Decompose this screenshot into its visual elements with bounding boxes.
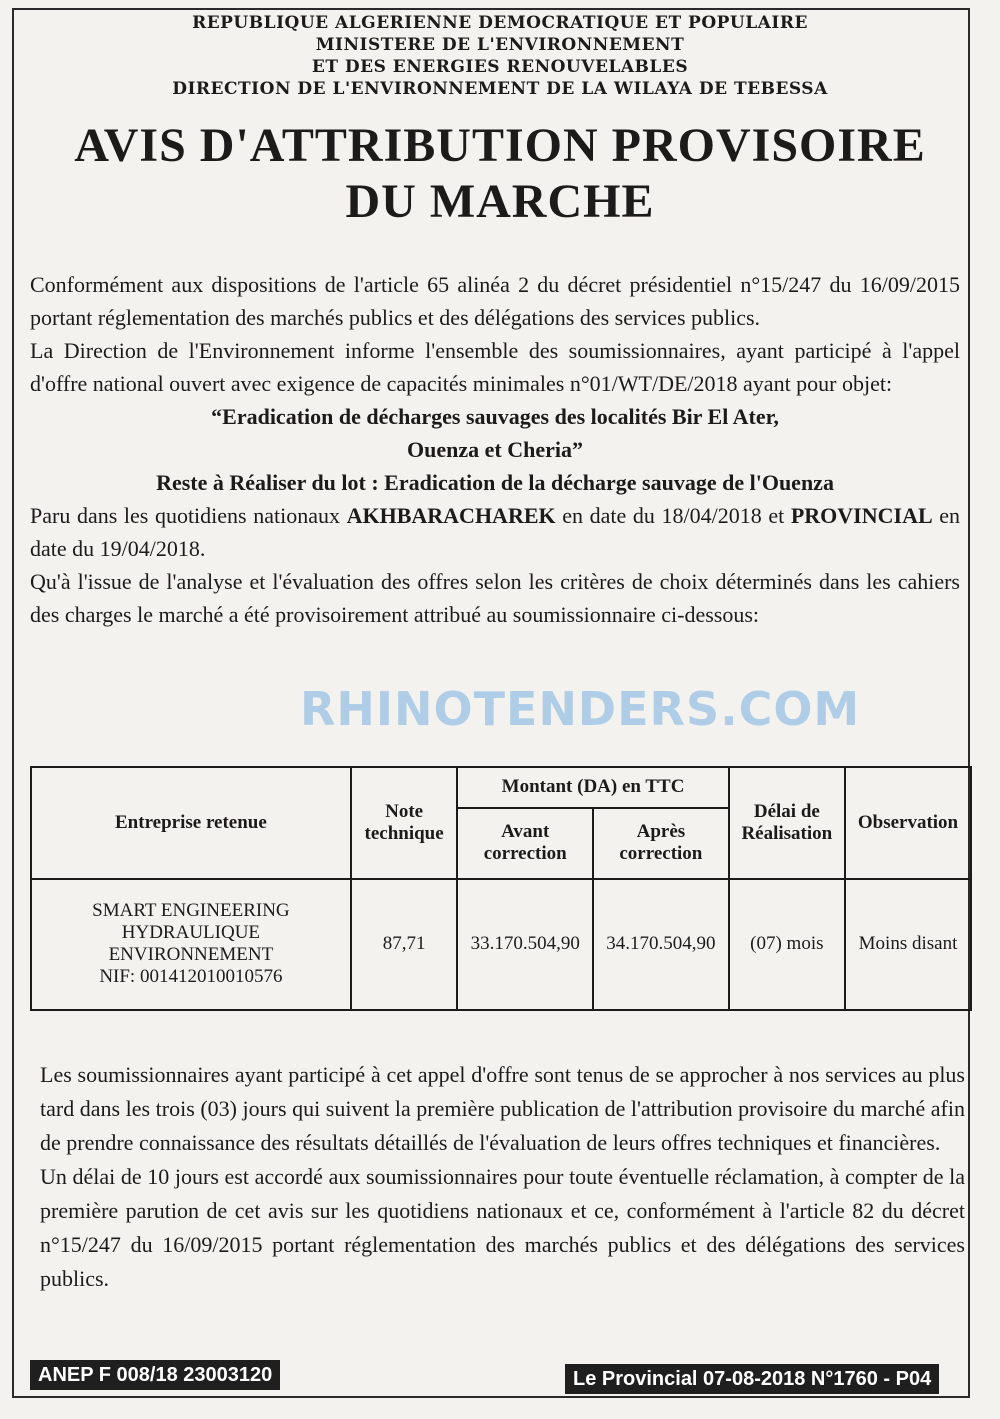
paragraph-evaluation: Qu'à l'issue de l'analyse et l'évaluation des offres selon les critères de choix déterminés dans les cahiers des charges le marché a été provisoirement attribué au soumissionnaire ci-dessous: xyxy=(30,569,960,627)
header-note: Note technique xyxy=(351,767,458,879)
cell-entreprise xyxy=(31,879,351,1010)
entreprise-nif: NIF: 001412010010576 xyxy=(99,966,283,988)
header-apres: Après correction xyxy=(593,808,729,879)
title-line-1: AVIS D'ATTRIBUTION PROVISOIRE xyxy=(74,119,926,172)
entreprise-line-1: SMART ENGINEERING xyxy=(92,900,290,922)
publication-name-1: AKHBARACHAREK xyxy=(346,503,556,528)
object-line-2: Ouenza et Cheria” xyxy=(407,437,583,462)
paragraph-publication xyxy=(30,499,960,565)
publication-text-b: en date du 18/04/2018 et xyxy=(562,503,785,528)
header-line-ministry: MINISTERE DE L'ENVIRONNEMENT xyxy=(315,35,685,55)
header-observation: Observation xyxy=(845,767,971,879)
entreprise-line-2: HYDRAULIQUE xyxy=(121,922,261,944)
header-line-republic: REPUBLIQUE ALGERIENNE DEMOCRATIQUE ET POPULAIRE xyxy=(192,13,808,33)
notice-body xyxy=(30,268,960,631)
object-line-1: “Eradication de décharges sauvages des localités Bir El Ater, xyxy=(211,404,779,429)
table-header-row xyxy=(31,767,971,808)
cell-avant: 33.170.504,90 xyxy=(457,879,593,1010)
publication-text-a: Paru dans les quotidiens nationaux xyxy=(30,503,340,528)
reste-a-realiser: Reste à Réaliser du lot : Eradication de la décharge sauvage de l'Ouenza xyxy=(156,470,834,495)
award-table xyxy=(30,766,972,1011)
header-montant: Montant (DA) en TTC xyxy=(457,767,728,808)
notice-closing xyxy=(40,1058,965,1296)
table-row xyxy=(31,879,971,1010)
anep-reference-badge: ANEP F 008/18 23003120 xyxy=(30,1360,280,1390)
header-line-energies: ET DES ENERGIES RENOUVELABLES xyxy=(311,57,689,77)
publication-text-c: en date du 19/04/2018. xyxy=(30,503,961,561)
header-line-direction: DIRECTION DE L'ENVIRONNEMENT DE LA WILAYA DE TEBESSA xyxy=(172,79,828,99)
paragraph-direction: La Direction de l'Environnement informe l'ensemble des soumissionnaires, ayant participé à l'appel d'offre national ouvert avec exigence de capacités minimales n°01/WT/DE/2018 ayant pour objet: xyxy=(30,338,960,396)
paragraph-decree: Conformément aux dispositions de l'article 65 alinéa 2 du décret présidentiel n°15/247 du 16/09/2015 portant réglementation des marchés publics et des délégations des services publics. xyxy=(30,272,960,330)
header-avant: Avant correction xyxy=(457,808,593,879)
entreprise-line-3: ENVIRONNEMENT xyxy=(108,944,274,966)
cell-apres: 34.170.504,90 xyxy=(593,879,729,1010)
newspaper-reference-badge: Le Provincial 07-08-2018 N°1760 - P04 xyxy=(565,1364,939,1394)
header-entreprise: Entreprise retenue xyxy=(31,767,351,879)
header-delai: Délai de Réalisation xyxy=(729,767,845,879)
cell-note: 87,71 xyxy=(351,879,458,1010)
notice-title xyxy=(0,118,1000,230)
publication-name-2: PROVINCIAL xyxy=(790,503,933,528)
paragraph-approach: Les soumissionnaires ayant participé à cet appel d'offre sont tenus de se approcher à nos services au plus tard dans les trois (03) jours qui suivent la première publication de l'attribution provisoire du marché afin de prendre connaissance des résultats détaillés de l'évaluation de leurs offres techniques et financières. xyxy=(40,1062,965,1155)
cell-delai: (07) mois xyxy=(729,879,845,1010)
issuer-header xyxy=(0,12,1000,100)
cell-observation: Moins disant xyxy=(845,879,971,1010)
title-line-2: DU MARCHE xyxy=(345,175,655,228)
paragraph-reclamation: Un délai de 10 jours est accordé aux soumissionnaires pour toute éventuelle réclamation, à compter de la première parution de cet avis sur les quotidiens nationaux et ce, conformément à l'article 82 du décret n°15/247 du 16/09/2015 portant réglementation des marchés publics et des délégations des services publics. xyxy=(40,1164,965,1291)
watermark: RHINOTENDERS.COM xyxy=(300,682,861,736)
